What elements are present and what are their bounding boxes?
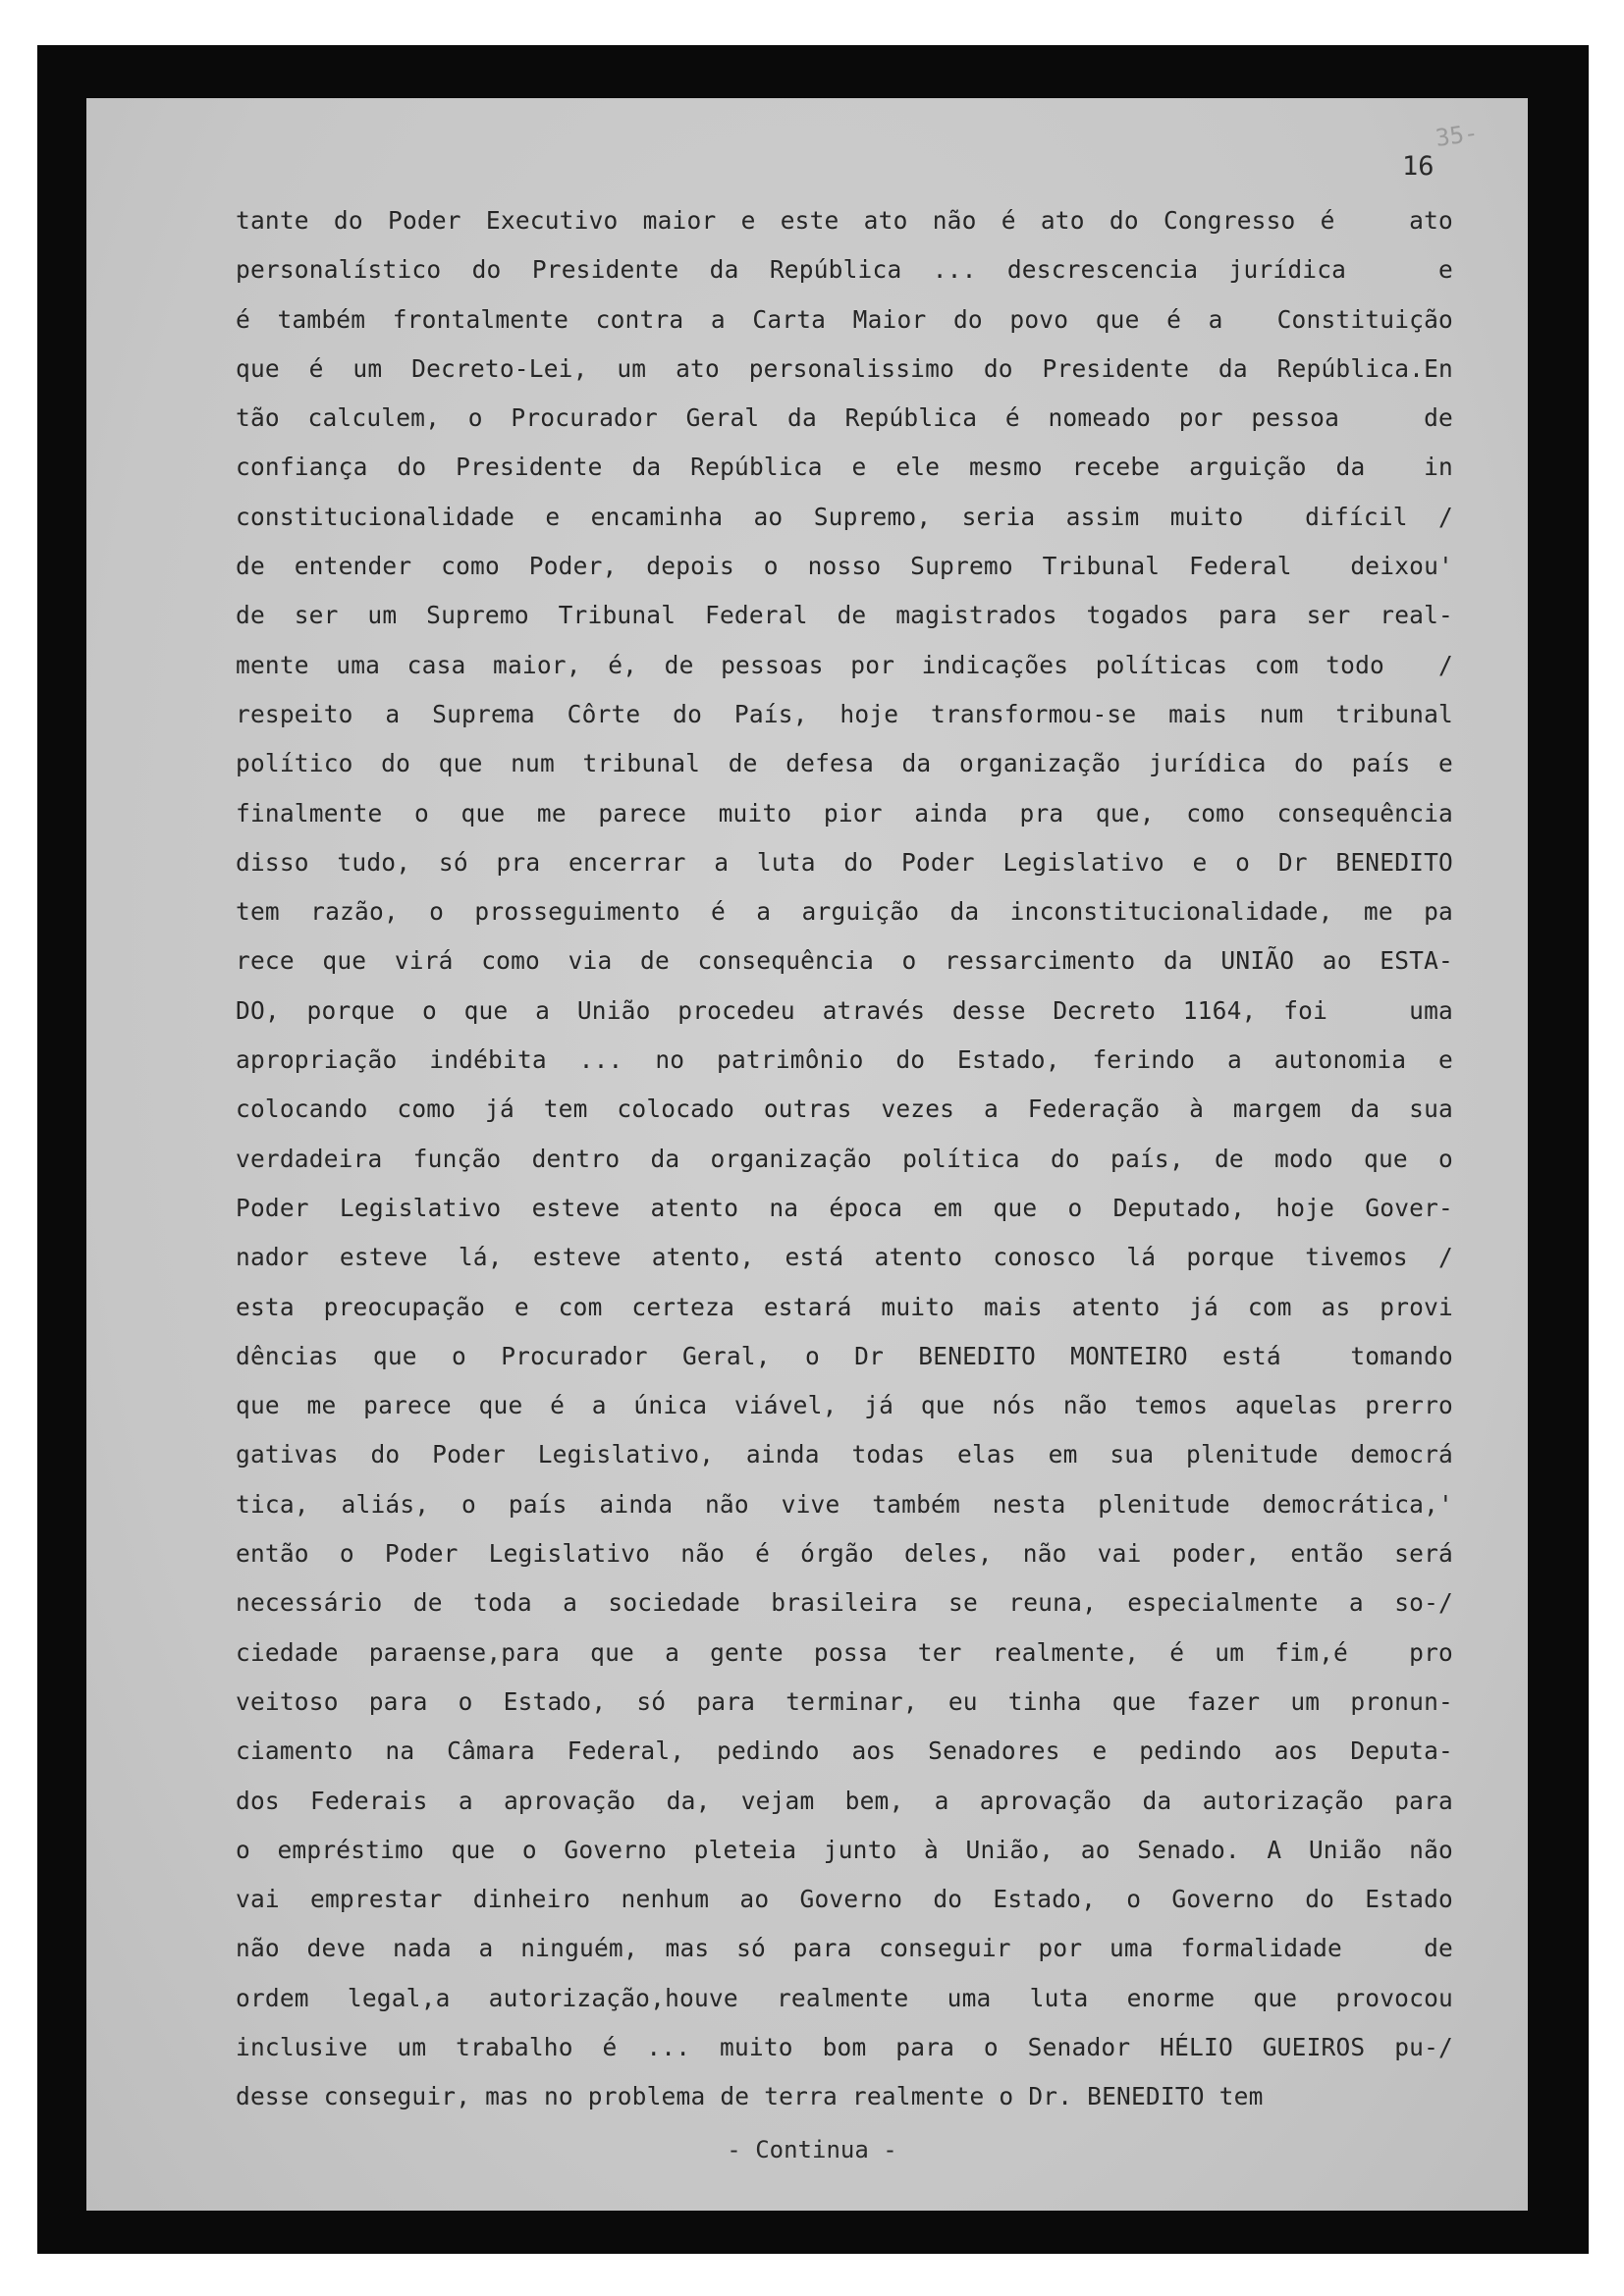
text-line: de entender como Poder, depois o nosso Supremo Tribunal Federal deixou' <box>236 552 1453 581</box>
page-corner-mark: 35- <box>1434 119 1481 152</box>
continuation-footer: - Continua - <box>727 2136 897 2163</box>
text-line: veitoso para o Estado, só para terminar, eu tinha que fazer um pronun- <box>236 1686 1453 1716</box>
text-line: necessário de toda a sociedade brasileira se reuna, especialmente a so-/ <box>236 1588 1453 1618</box>
text-line: gativas do Poder Legislativo, ainda todas elas em sua plenitude democrá <box>236 1440 1453 1469</box>
text-line: tem razão, o prosseguimento é a arguição da inconstitucionalidade, me pa <box>236 897 1453 927</box>
text-line: esta preocupação e com certeza estará muito mais atento já com as provi <box>236 1292 1453 1321</box>
text-line: DO, porque o que a União procedeu através desse Decreto 1164, foi uma <box>236 995 1453 1025</box>
text-line: personalístico do Presidente da República ... descrescencia jurídica e <box>236 255 1453 285</box>
text-line: nador esteve lá, esteve atento, está atento conosco lá porque tivemos / <box>236 1243 1453 1272</box>
text-line: confiança do Presidente da República e ele mesmo recebe arguição da in <box>236 453 1453 482</box>
text-line: não deve nada a ninguém, mas só para conseguir por uma formalidade de <box>236 1934 1453 1963</box>
text-line: então o Poder Legislativo não é órgão deles, não vai poder, então será <box>236 1539 1453 1569</box>
text-line: ciedade paraense,para que a gente possa ter realmente, é um fim,é pro <box>236 1637 1453 1667</box>
text-line: verdadeira função dentro da organização política do país, de modo que o <box>236 1144 1453 1173</box>
text-line: tante do Poder Executivo maior e este ato não é ato do Congresso é ato <box>236 206 1453 235</box>
text-line: que é um Decreto-Lei, um ato personalissimo do Presidente da República.En <box>236 353 1453 383</box>
text-line: finalmente o que me parece muito pior ainda pra que, como consequência <box>236 798 1453 828</box>
text-line: constitucionalidade e encaminha ao Supremo, seria assim muito difícil / <box>236 502 1453 531</box>
text-line: colocando como já tem colocado outras vezes a Federação à margem da sua <box>236 1095 1453 1124</box>
text-line: que me parece que é a única viável, já que nós não temos aquelas prerro <box>236 1391 1453 1420</box>
text-line: político do que num tribunal de defesa da organização jurídica do país e <box>236 749 1453 778</box>
text-line: de ser um Supremo Tribunal Federal de magistrados togados para ser real- <box>236 601 1453 630</box>
page-number: 16 <box>1402 151 1435 182</box>
text-line: inclusive um trabalho é ... muito bom para o Senador HÉLIO GUEIROS pu-/ <box>236 2032 1453 2061</box>
text-line: apropriação indébita ... no patrimônio do Estado, ferindo a autonomia e <box>236 1045 1453 1075</box>
text-line: ordem legal,a autorização,houve realmente uma luta enorme que provocou <box>236 1983 1453 2012</box>
text-line: mente uma casa maior, é, de pessoas por indicações políticas com todo / <box>236 650 1453 679</box>
text-line: é também frontalmente contra a Carta Maior do povo que é a Constituição <box>236 304 1453 334</box>
text-line: rece que virá como via de consequência o ressarcimento da UNIÃO ao ESTA- <box>236 946 1453 976</box>
text-line: desse conseguir, mas no problema de terra realmente o Dr. BENEDITO tem <box>236 2082 1264 2111</box>
text-line: dências que o Procurador Geral, o Dr BENEDITO MONTEIRO está tomando <box>236 1341 1453 1370</box>
text-line: tica, aliás, o país ainda não vive também nesta plenitude democrática,' <box>236 1489 1453 1519</box>
text-line: ciamento na Câmara Federal, pedindo aos Senadores e pedindo aos Deputa- <box>236 1736 1453 1766</box>
text-line: dos Federais a aprovação da, vejam bem, a aprovação da autorização para <box>236 1786 1453 1815</box>
text-line: respeito a Suprema Côrte do País, hoje transformou-se mais num tribunal <box>236 699 1453 728</box>
document-body <box>236 196 1453 2122</box>
text-line: vai emprestar dinheiro nenhum ao Governo do Estado, o Governo do Estado <box>236 1885 1453 1914</box>
text-line: Poder Legislativo esteve atento na época em que o Deputado, hoje Gover- <box>236 1193 1453 1222</box>
text-line: tão calculem, o Procurador Geral da República é nomeado por pessoa de <box>236 403 1453 433</box>
text-line: o empréstimo que o Governo pleteia junto à União, ao Senado. A União não <box>236 1835 1453 1864</box>
text-line: disso tudo, só pra encerrar a luta do Poder Legislativo e o Dr BENEDITO <box>236 847 1453 877</box>
